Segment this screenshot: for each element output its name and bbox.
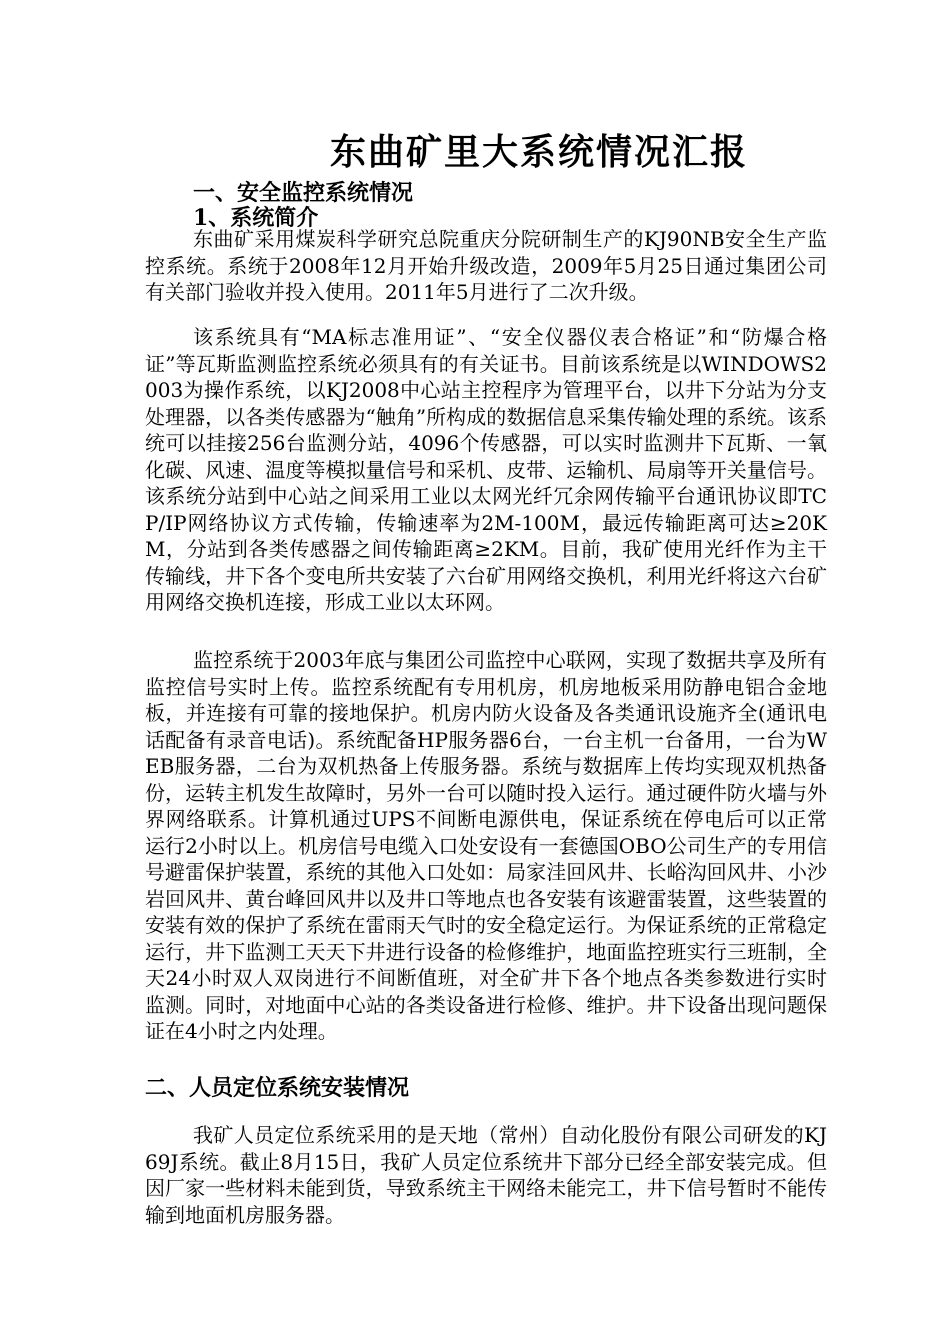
paragraph-system-intro: 东曲矿采用煤炭科学研究总院重庆分院研制生产的KJ90NB安全生产监控系统。系统于2008年12月开始升级改造，2009年5月25日通过集团公司有关部门验收并投入使用。2011年5月进行了二次升级。 (145, 227, 827, 304)
section-1-heading: 一、安全监控系统情况 (193, 180, 414, 206)
document-title: 东曲矿里大系统情况汇报 (330, 131, 749, 173)
section-2-heading: 二、人员定位系统安装情况 (145, 1075, 410, 1101)
paragraph-monitoring-network: 监控系统于2003年底与集团公司监控中心联网，实现了数据共享及所有监控信号实时上传。监控系统配有专用机房，机房地板采用防静电铝合金地板，并连接有可靠的接地保护。机房内防火设备及各类通讯设施齐全(通讯电话配备有录音电话)。系统配备HP服务器6台，一台主机一台备用，一台为WEB服务器，二台为双机热备上传服务器。系统与数据库上传均实现双机热备份，运转主机发生故障时，另外一台可以随时投入运行。通过硬件防火墙与外界网络联系。计算机通过UPS不间断电源供电，保证系统在停电后可以正常运行2小时以上。机房信号电缆入口处安设有一套德国OBO公司生产的专用信号避雷保护装置，系统的其他入口处如：局家洼回风井、长峪沟回风井、小沙岩回风井、黄台峰回风井以及井口等地点也各安装有该避雷装置，这些装置的安装有效的保护了系统在雷雨天气时的安全稳定运行。为保证系统的正常稳定运行，井下监测工天天下井进行设备的检修维护，地面监控班实行三班制，全天24小时双人双岗进行不间断值班，对全矿井下各个地点各类参数进行实时监测。同时，对地面中心站的各类设备进行检修、维护。井下设备出现问题保证在4小时之内处理。 (145, 648, 827, 1043)
section-1-subheading: 1、系统简介 (193, 205, 319, 231)
paragraph-system-description: 该系统具有“MA标志准用证”、“安全仪器仪表合格证”和“防爆合格证”等瓦斯监测监控系统必须具有的有关证书。目前该系统是以WINDOWS2003为操作系统，以KJ2008中心站主控程序为管理平台，以井下分站为分支处理器，以各类传感器为“触角”所构成的数据信息采集传输处理的系统。该系统可以挂接256台监测分站，4096个传感器，可以实时监测井下瓦斯、一氧化碳、风速、温度等模拟量信号和采机、皮带、运输机、局扇等开关量信号。该系统分站到中心站之间采用工业以太网光纤冗余网传输平台通讯协议即TCP/IP网络协议方式传输，传输速率为2M-100M，最远传输距离可达≥20KM，分站到各类传感器之间传输距离≥2KM。目前，我矿使用光纤作为主干传输线，井下各个变电所共安装了六台矿用网络交换机，利用光纤将这六台矿用网络交换机连接，形成工业以太环网。 (145, 325, 827, 614)
paragraph-personnel-positioning: 我矿人员定位系统采用的是天地（常州）自动化股份有限公司研发的KJ69J系统。截止8月15日，我矿人员定位系统井下部分已经全部安装完成。但因厂家一些材料未能到货，导致系统主干网络未能完工，井下信号暂时不能传输到地面机房服务器。 (145, 1123, 827, 1227)
